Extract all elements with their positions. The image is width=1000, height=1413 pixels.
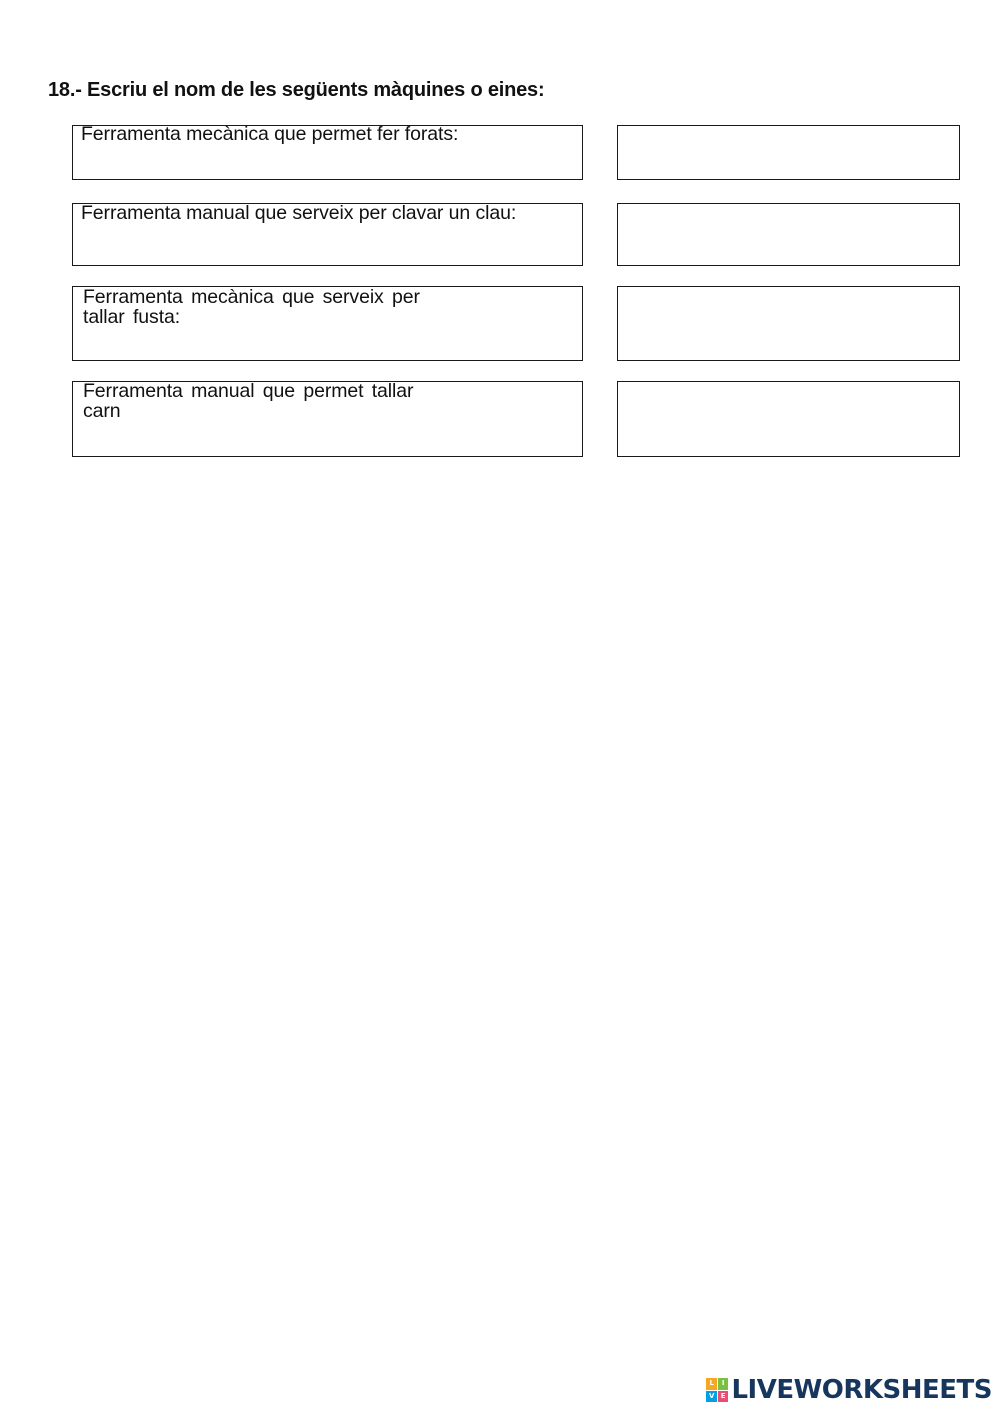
clue-text: Ferramenta mecànica que permet fer forats: [81, 123, 459, 145]
clue-box [72, 381, 583, 457]
clue-text: Ferramenta manual que permet tallar carn [83, 380, 414, 422]
clue-text: Ferramenta mecànica que serveix per tallar fusta: [83, 286, 420, 328]
clue-box [72, 125, 583, 180]
logo-tile: E [718, 1391, 729, 1403]
logo-tile: I [718, 1378, 729, 1390]
answer-input-1[interactable] [617, 125, 960, 180]
liveworksheets-brand[interactable] [706, 1375, 992, 1405]
answer-input-3[interactable] [617, 286, 960, 361]
clue-box [72, 203, 583, 266]
brand-name: LIVEWORKSHEETS [731, 1375, 992, 1405]
logo-tile: L [706, 1378, 717, 1390]
clue-text: Ferramenta manual que serveix per clavar un clau: [81, 202, 517, 224]
logo-tile: V [706, 1391, 717, 1403]
answer-input-4[interactable] [617, 381, 960, 457]
liveworksheets-logo-icon [706, 1378, 728, 1402]
page-title: 18.- Escriu el nom de les següents màquines o eines: [48, 79, 545, 101]
clue-box [72, 286, 583, 361]
answer-input-2[interactable] [617, 203, 960, 266]
